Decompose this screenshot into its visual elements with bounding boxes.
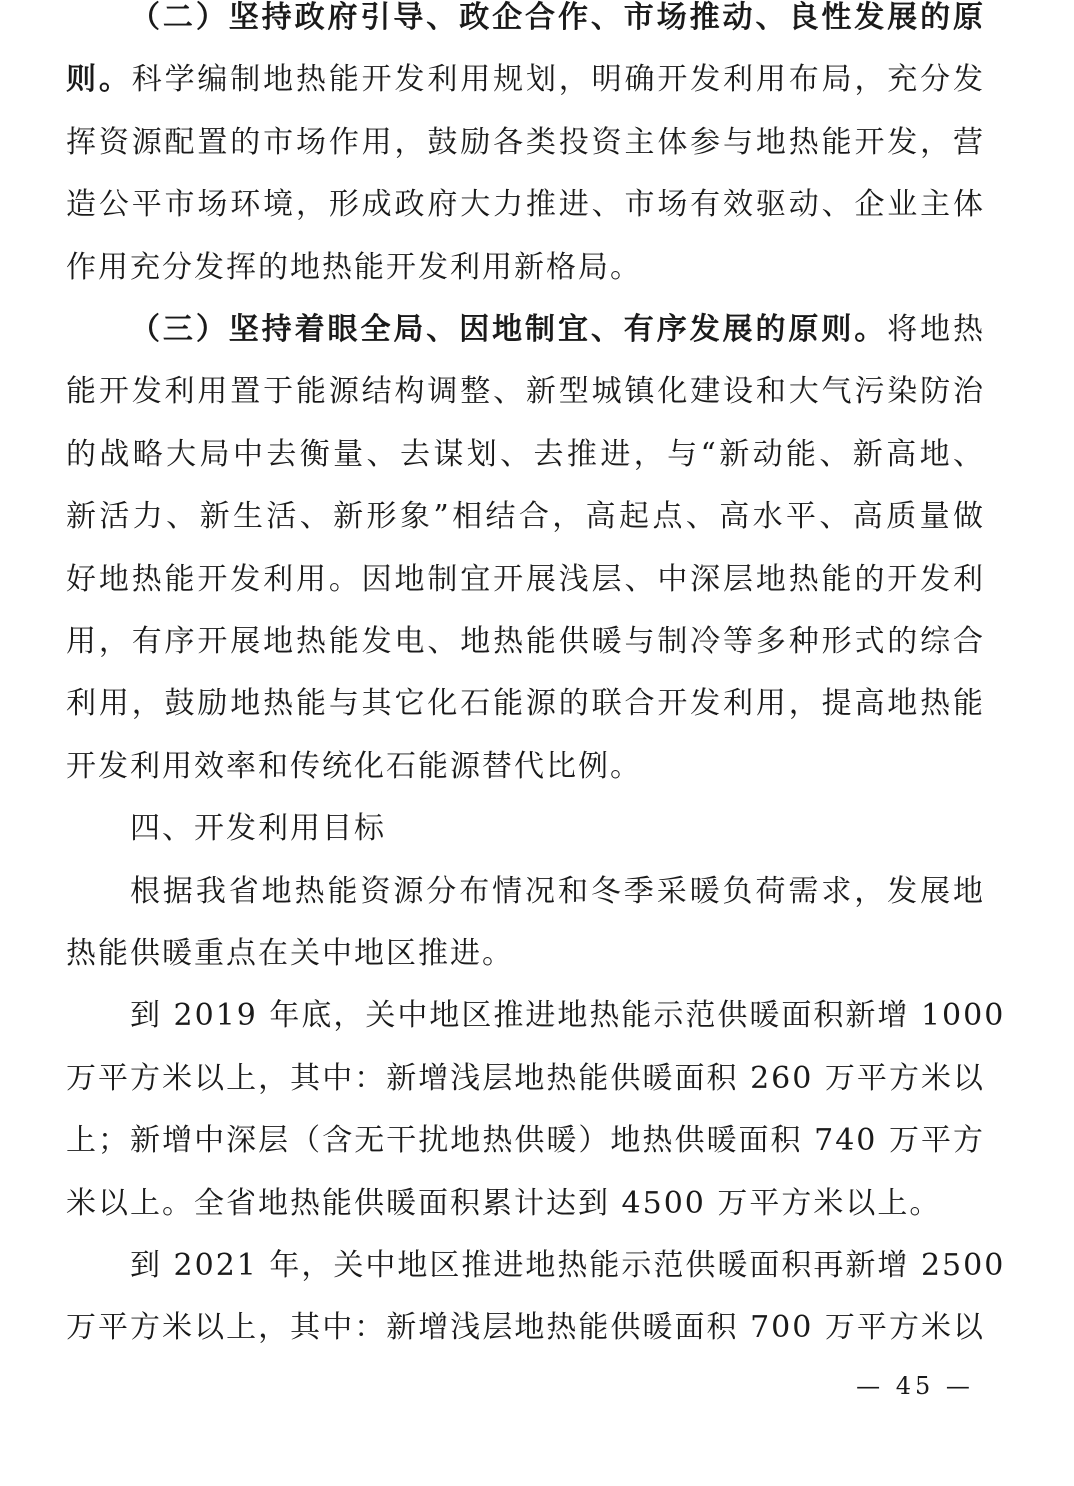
body-text: 利用，鼓励地热能与其它化石能源的联合开发利用，提高地热能 <box>66 686 985 722</box>
text-line <box>66 361 985 423</box>
bold-heading-text: 则。 <box>66 62 132 98</box>
text-line <box>130 861 985 923</box>
bold-heading-text: （三）坚持着眼全局、因地制宜、有序发展的原则。 <box>130 312 888 347</box>
text-line <box>66 486 985 548</box>
body-text: 万平方米以上，其中：新增浅层地热能供暖面积 260 万平方米以 <box>66 1060 985 1096</box>
body-text: 用，有序开展地热能发电、地热能供暖与制冷等多种形式的综合 <box>66 624 985 659</box>
body-text: 热能供暖重点在关中地区推进。 <box>66 936 514 971</box>
text-line <box>66 736 985 798</box>
text-line <box>66 673 985 735</box>
body-text: 作用充分发挥的地热能开发利用新格局。 <box>66 249 642 285</box>
body-text: 新活力、新生活、新形象”相结合，高起点、高水平、高质量做 <box>66 499 985 535</box>
body-text: 万平方米以上，其中：新增浅层地热能供暖面积 700 万平方米以 <box>66 1310 985 1346</box>
body-text: 能开发利用置于能源结构调整、新型城镇化建设和大气污染防治 <box>66 374 985 410</box>
text-line <box>130 1235 1006 1297</box>
text-line <box>66 923 985 985</box>
body-text: 四、开发利用目标 <box>130 811 386 847</box>
text-line <box>130 299 985 361</box>
text-line <box>66 174 985 236</box>
text-line <box>130 798 985 860</box>
body-text: 将地热 <box>887 312 986 347</box>
text-line <box>130 985 1006 1047</box>
body-text: 的战略大局中去衡量、去谋划、去推进，与“新动能、新高地、 <box>66 436 985 472</box>
text-line <box>130 0 985 49</box>
bold-heading-text: （二）坚持政府引导、政企合作、市场推动、良性发展的原 <box>130 0 985 35</box>
body-text: 上；新增中深层（含无干扰地热供暖）地热供暖面积 740 万平方 <box>66 1123 985 1159</box>
body-text: 根据我省地热能资源分布情况和冬季采暖负荷需求，发展地 <box>130 873 985 909</box>
text-line <box>66 611 985 673</box>
text-line <box>66 49 985 111</box>
text-line <box>66 424 985 486</box>
text-line <box>66 112 985 174</box>
text-line <box>66 1173 985 1235</box>
body-text: 到 2019 年底，关中地区推进地热能示范供暖面积新增 1000 <box>130 998 1006 1034</box>
body-text: 造公平市场环境，形成政府大力推进、市场有效驱动、企业主体 <box>66 187 985 223</box>
body-text: 开发利用效率和传统化石能源替代比例。 <box>66 748 642 784</box>
body-text: 米以上。全省地热能供暖面积累计达到 4500 万平方米以上。 <box>66 1185 942 1221</box>
page-number: — 45 — <box>856 1372 974 1400</box>
body-text: 科学编制地热能开发利用规划，明确开发利用布局，充分发 <box>131 62 986 98</box>
body-text: 到 2021 年，关中地区推进地热能示范供暖面积再新增 2500 <box>130 1248 1006 1283</box>
body-text: 好地热能开发利用。因地制宜开展浅层、中深层地热能的开发利 <box>66 561 985 597</box>
text-line <box>66 1297 985 1359</box>
text-line <box>66 237 985 299</box>
text-line <box>66 549 985 611</box>
body-text: 挥资源配置的市场作用，鼓励各类投资主体参与地热能开发，营 <box>66 124 985 160</box>
text-line <box>66 1110 985 1172</box>
text-line <box>66 1048 985 1110</box>
